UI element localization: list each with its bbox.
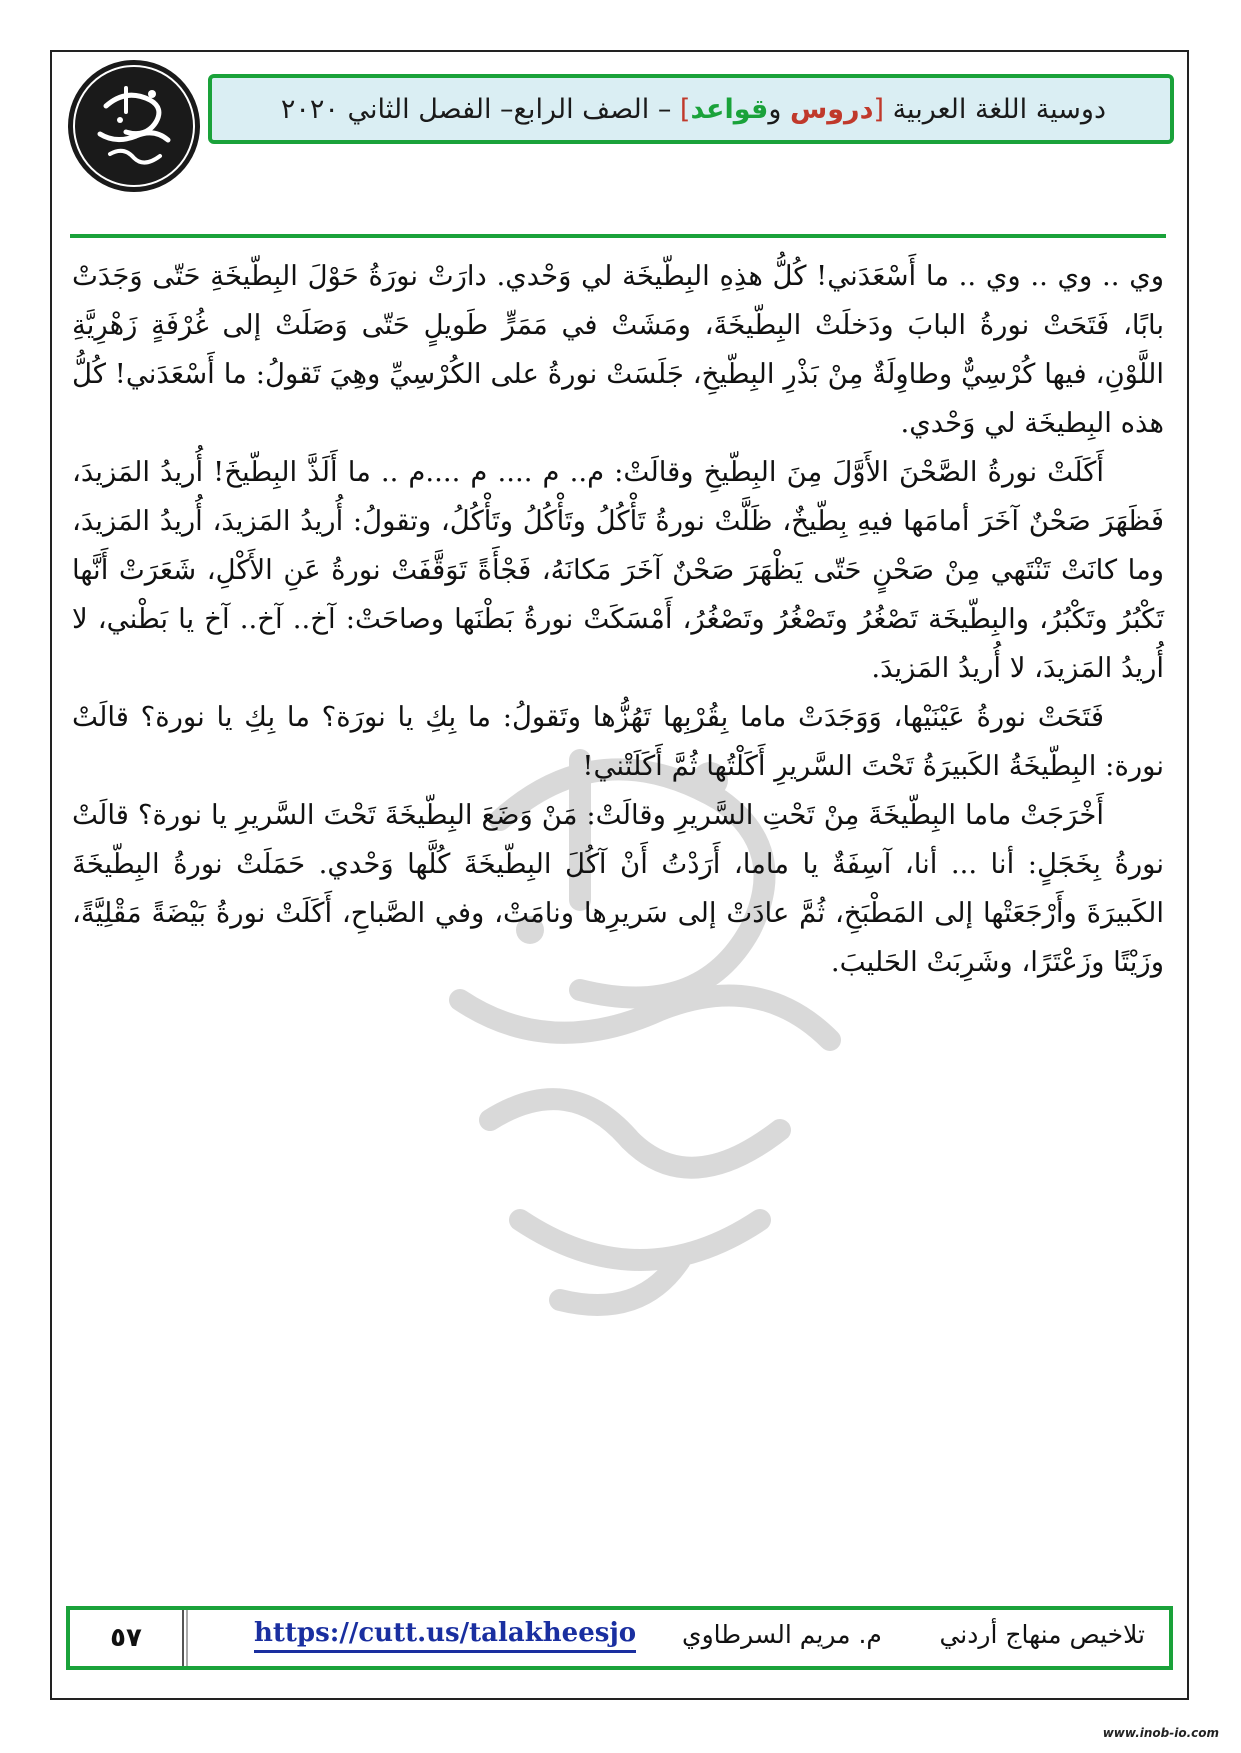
paragraph: وي .. وي .. وي .. ما أَسْعَدَني! كُلُّ هذِهِ البِطّيخَة لي وَحْدي. دارَتْ نورَةُ حَوْلَ البِطّيخَةِ حَتّى وَجَدَتْ بابًا، فَتَحَتْ نورةُ البابَ ودَخلَتْ البِطّيخَةَ، ومَشَتْ في مَمَرٍّ طَويلٍ حَتّى وَصَلَتْ إلى غُرْفَةٍ زَهْرِيَّةِ اللَّوْنِ، فيها كُرْسِيٌّ وطاوِلَةٌ مِنْ بَذْرِ البِطّيخِ، جَلَسَتْ نورةُ على الكُرْسِيِّ وهِيَ تَقولُ: ما أَسْعَدَني! كُلُّ هذه البِطيخَة لي وَحْدي. xyxy=(72,260,1164,439)
page-number: ٥٧ xyxy=(70,1610,184,1666)
paragraph: أَخْرَجَتْ ماما البِطّيخَةَ مِنْ تَحْتِ السَّريرِ وقالَتْ: مَنْ وَضَعَ البِطّيخَةَ تَحْتَ السَّريرِ يا نورة؟ قالَتْ نورةُ بِخَجَلٍ: أنا ... أنا، آسِفَةٌ يا ماما، أَرَدْتُ أَنْ آكُلَ البِطّيخَةَ كُلَّها وَحْدي. حَمَلَتْ نورةُ البِطّيخَةَ الكَبيرَةَ وأَرْجَعَتْها إلى المَطْبَخِ، ثُمَّ عادَتْ إلى سَريرِها ونامَتْ، وفي الصَّباحِ، أَكَلَتْ نورةُ بَيْضَةً مَقْلِيَّةً، وزَيْتًا وزَعْتَرًا، وشَرِبَتْ الحَليبَ. xyxy=(72,799,1164,978)
site-watermark-text: www.inob-io.com xyxy=(1102,1726,1219,1740)
header-banner xyxy=(208,74,1174,144)
footer-brand: تلاخيص منهاج أردني xyxy=(939,1620,1145,1649)
footer-divider xyxy=(186,1610,188,1666)
brand-logo xyxy=(66,58,202,194)
footer-bar xyxy=(66,1606,1173,1670)
document-title: دوسية اللغة العربية [دروس وقواعد] – الصف الرابع– الفصل الثاني ٢٠٢٠ xyxy=(280,93,1106,125)
paragraph: أَكَلَتْ نورةُ الصَّحْنَ الأَوَّلَ مِنَ البِطّيخِ وقالَتْ: م.. م .... م ....م .. ما أَلَذَّ البِطّيخَ! أُريدُ المَزيدَ، فَظَهَرَ صَحْنٌ آخَرَ أمامَها فيهِ بِطّيخٌ، ظَلَّتْ نورةُ تَأْكُلُ وتَأْكُلُ وتَأْكُلُ، وتقولُ: أُريدُ المَزيدَ، أُريدُ المَزيدَ، وما كانَتْ تَنْتَهي مِنْ صَحْنٍ حَتّى يَظْهَرَ صَحْنٌ آخَرَ مَكانَهُ، فَجْأَةً تَوَقَّفَتْ نورةُ عَنِ الأَكْلِ، شَعَرَتْ أَنَّها تَكْبُرُ وتَكْبُرُ، والبِطّيخَة تَصْغُرُ وتَصْغُرُ وتَصْغُرُ، أَمْسَكَتْ نورةُ بَطْنَها وصاحَتْ: آخ.. آخ.. آخ يا بَطْني، لا أُريدُ المَزيدَ، لا أُريدُ المَزيدَ. xyxy=(72,456,1164,684)
footer-link[interactable]: https://cutt.us/talakheesjo xyxy=(254,1618,636,1653)
paragraph: فَتَحَتْ نورةُ عَيْنَيْها، وَوَجَدَتْ ماما بِقُرْبِها تَهُزُّها وتَقولُ: ما بِكِ يا نورَة؟ ما بِكِ يا نورة؟ قالَتْ نورة: البِطّيخَةُ الكَبيرَةُ تَحْتَ السَّريرِ أَكَلْتُها ثُمَّ أَكَلَتْني! xyxy=(72,701,1164,782)
top-divider xyxy=(70,234,1166,238)
author-name: م. مريم السرطاوي xyxy=(682,1620,882,1649)
story-text xyxy=(72,252,1164,987)
